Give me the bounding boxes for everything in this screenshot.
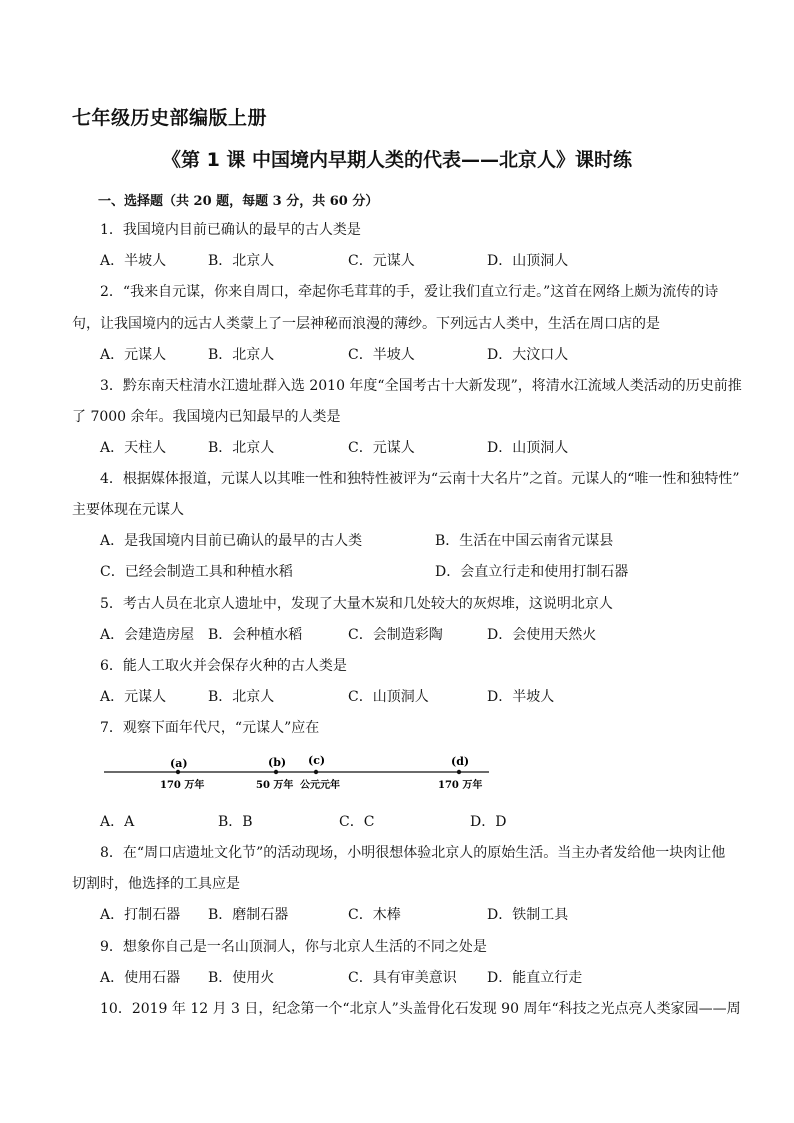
q3-option-d: D．山顶洞人 (487, 440, 569, 456)
q4-option-b: B．生活在中国云南省元谋县 (435, 533, 614, 549)
q2-option-d: D．大汶口人 (487, 347, 569, 363)
question-3-stem-line-1: 3．黔东南天柱清水江遗址群入选 2010 年度“全国考古十大新发现”，将清水江流域人类活动的历史前推 (100, 378, 742, 394)
timeline-label-2: 50 万年 (256, 780, 294, 791)
q3-option-a: A．天柱人 (100, 440, 167, 456)
q5-option-a: A．会建造房屋 (100, 627, 195, 643)
q8-option-a: A．打制石器 (100, 907, 181, 923)
q3-option-c: C．元谋人 (348, 440, 415, 456)
question-4-stem-line-2: 主要体现在元谋人 (72, 502, 184, 518)
q9-option-c: C．具有审美意识 (348, 970, 457, 986)
q1-option-b: B．北京人 (208, 253, 275, 269)
q7-option-c: C．C (339, 814, 375, 830)
q8-option-b: B．磨制石器 (208, 907, 289, 923)
question-8-stem-line-2: 切割时，他选择的工具应是 (72, 876, 240, 892)
q5-option-c: C．会制造彩陶 (348, 627, 443, 643)
question-9-stem: 9．想象你自己是一名山顶洞人，你与北京人生活的不同之处是 (100, 939, 487, 955)
section-heading: 一、选择题（共 20 题，每题 3 分，共 60 分） (98, 194, 379, 209)
question-5-stem: 5．考古人员在北京人遗址中，发现了大量木炭和几处较大的灰烬堆，这说明北京人 (100, 596, 613, 612)
q9-option-b: B．使用火 (208, 970, 275, 986)
q7-option-b: B．B (218, 814, 253, 830)
q2-option-b: B．北京人 (208, 347, 275, 363)
timeline-point-a (176, 770, 180, 774)
document-title: 《第 1 课 中国境内早期人类的代表——北京人》课时练 (161, 149, 633, 171)
timeline-label-1: 170 万年 (160, 780, 205, 791)
timeline-marker-c: (c) (308, 754, 326, 767)
timeline-label-3: 公元元年 (300, 780, 340, 791)
q4-option-c: C．已经会制造工具和种植水稻 (100, 564, 293, 580)
timeline-figure (104, 752, 494, 792)
question-2-stem-line-2: 句，让我国境内的远古人类蒙上了一层神秘而浪漫的薄纱。下列远古人类中，生活在周口店的是 (72, 316, 660, 332)
document-header: 七年级历史部编版上册 (72, 107, 268, 129)
timeline-marker-d: (d) (451, 755, 470, 768)
question-8-stem-line-1: 8．在“周口店遗址文化节”的活动现场，小明很想体验北京人的原始生活。当主办者发给他一块肉让他 (100, 845, 726, 861)
timeline-point-c (314, 770, 318, 774)
q6-option-d: D．半坡人 (487, 689, 555, 705)
question-7-stem: 7．观察下面年代尺，“元谋人”应在 (100, 720, 320, 736)
timeline-svg (104, 752, 494, 792)
question-6-stem: 6．能人工取火并会保存火种的古人类是 (100, 658, 347, 674)
q2-option-a: A．元谋人 (100, 347, 167, 363)
question-2-stem-line-1: 2．“我来自元谋，你来自周口，牵起你毛茸茸的手，爱让我们直立行走。”这首在网络上颇为流传的诗 (100, 284, 719, 300)
q4-option-a: A．是我国境内目前已确认的最早的古人类 (100, 533, 363, 549)
q6-option-a: A．元谋人 (100, 689, 167, 705)
timeline-label-4: 170 万年 (438, 780, 483, 791)
timeline-point-d (457, 770, 461, 774)
q6-option-b: B．北京人 (208, 689, 275, 705)
q1-option-c: C．元谋人 (348, 253, 415, 269)
question-3-stem-line-2: 了 7000 余年。我国境内已知最早的人类是 (72, 409, 341, 425)
q3-option-b: B．北京人 (208, 440, 275, 456)
q1-option-d: D．山顶洞人 (487, 253, 569, 269)
q2-option-c: C．半坡人 (348, 347, 415, 363)
question-10-stem: 10．2019 年 12 月 3 日，纪念第一个“北京人”头盖骨化石发现 90 周年“科技之光点亮人类家园——周 (100, 1001, 741, 1017)
q1-option-a: A．半坡人 (100, 253, 167, 269)
question-1-stem: 1．我国境内目前已确认的最早的古人类是 (100, 222, 361, 238)
timeline-marker-b: (b) (268, 756, 287, 769)
q5-option-d: D．会使用天然火 (487, 627, 597, 643)
q8-option-c: C．木棒 (348, 907, 401, 923)
timeline-marker-a: (a) (170, 757, 188, 770)
timeline-point-b (274, 770, 278, 774)
question-4-stem-line-1: 4．根据媒体报道，元谋人以其唯一性和独特性被评为“云南十大名片”之首。元谋人的“唯一性和独特性” (100, 471, 740, 487)
q6-option-c: C．山顶洞人 (348, 689, 429, 705)
q9-option-d: D．能直立行走 (487, 970, 583, 986)
q8-option-d: D．铁制工具 (487, 907, 569, 923)
q5-option-b: B．会种植水稻 (208, 627, 303, 643)
q7-option-d: D．D (470, 814, 507, 830)
q7-option-a: A．A (100, 814, 135, 830)
q9-option-a: A．使用石器 (100, 970, 181, 986)
q4-option-d: D．会直立行走和使用打制石器 (435, 564, 629, 580)
